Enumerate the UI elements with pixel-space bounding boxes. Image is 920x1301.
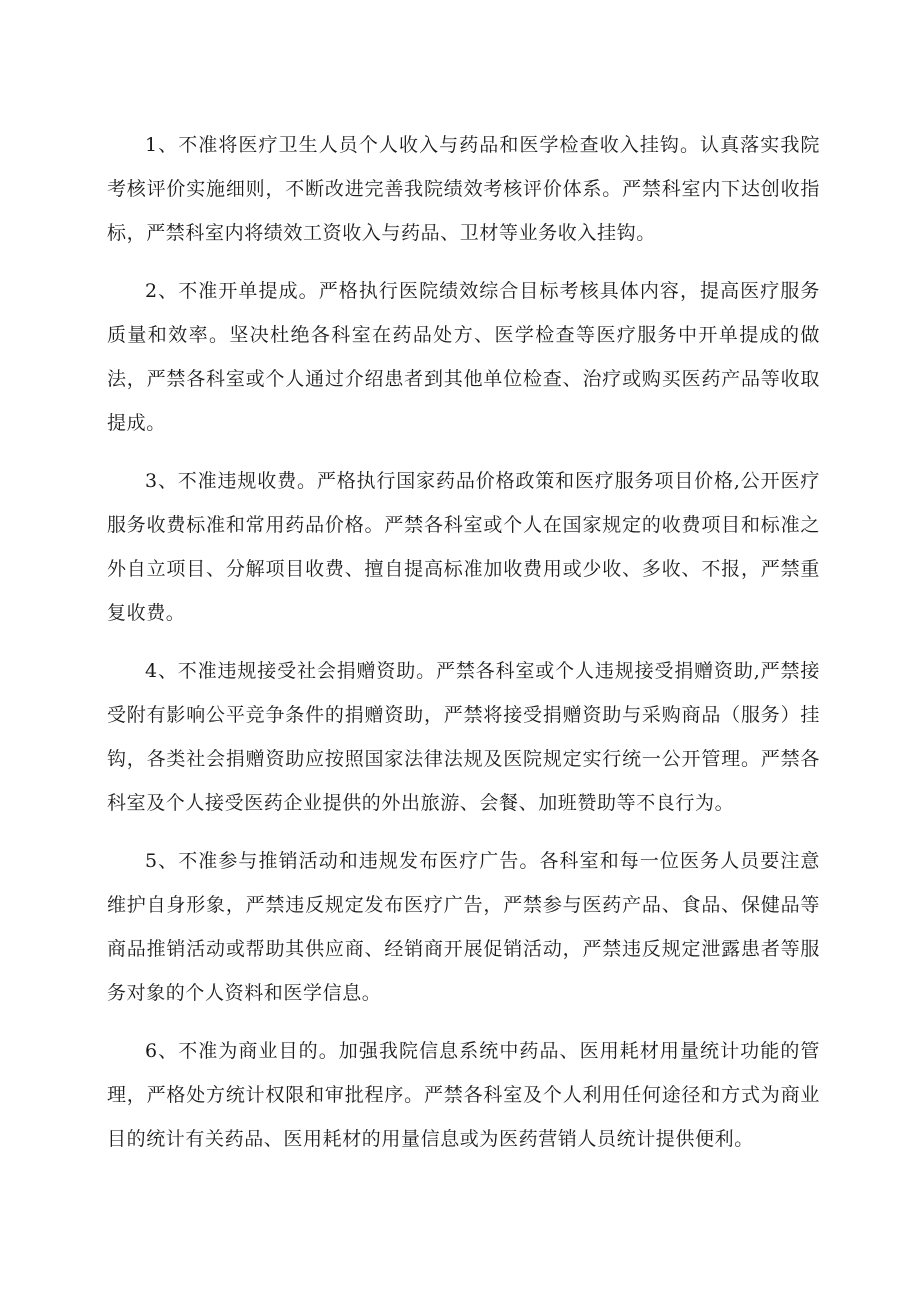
paragraph-2: 2、不准开单提成。严格执行医院绩效综合目标考核具体内容，提高医疗服务质量和效率。坚决杜绝各科室在药品处方、医学检查等医疗服务中开单提成的做法，严禁各科室或个人通过介绍患者到其他单位检查、治疗或购买医药产品等收取提成。 <box>107 280 820 434</box>
paragraph-5: 5、不准参与推销活动和违规发布医疗广告。各科室和每一位医务人员要注意维护自身形象，严禁违反规定发布医疗广告，严禁参与医药产品、食品、保健品等商品推销活动或帮助其供应商、经销商开展促销活动，严禁违反规定泄露患者等服务对象的个人资料和医学信息。 <box>107 850 820 1004</box>
paragraph-4: 4、不准违规接受社会捐赠资助。严禁各科室或个人违规接受捐赠资助,严禁接受附有影响公平竞争条件的捐赠资助，严禁将接受捐赠资助与采购商品（服务）挂钩，各类社会捐赠资助应按照国家法律法规及医院规定实行统一公开管理。严禁各科室及个人接受医药企业提供的外出旅游、会餐、加班赞助等不良行为。 <box>107 660 820 814</box>
paragraph-1: 1、不准将医疗卫生人员个人收入与药品和医学检查收入挂钩。认真落实我院考核评价实施细则，不断改进完善我院绩效考核评价体系。严禁科室内下达创收指标，严禁科室内将绩效工资收入与药品、卫材等业务收入挂钩。 <box>107 134 820 244</box>
paragraph-6: 6、不准为商业目的。加强我院信息系统中药品、医用耗材用量统计功能的管理，严格处方统计权限和审批程序。严禁各科室及个人利用任何途径和方式为商业目的统计有关药品、医用耗材的用量信息或为医药营销人员统计提供便利。 <box>107 1040 820 1150</box>
document-body <box>107 123 820 1175</box>
paragraph-3: 3、不准违规收费。严格执行国家药品价格政策和医疗服务项目价格,公开医疗服务收费标准和常用药品价格。严禁各科室或个人在国家规定的收费项目和标准之外自立项目、分解项目收费、擅自提高标准加收费用或少收、多收、不报，严禁重复收费。 <box>107 470 820 624</box>
